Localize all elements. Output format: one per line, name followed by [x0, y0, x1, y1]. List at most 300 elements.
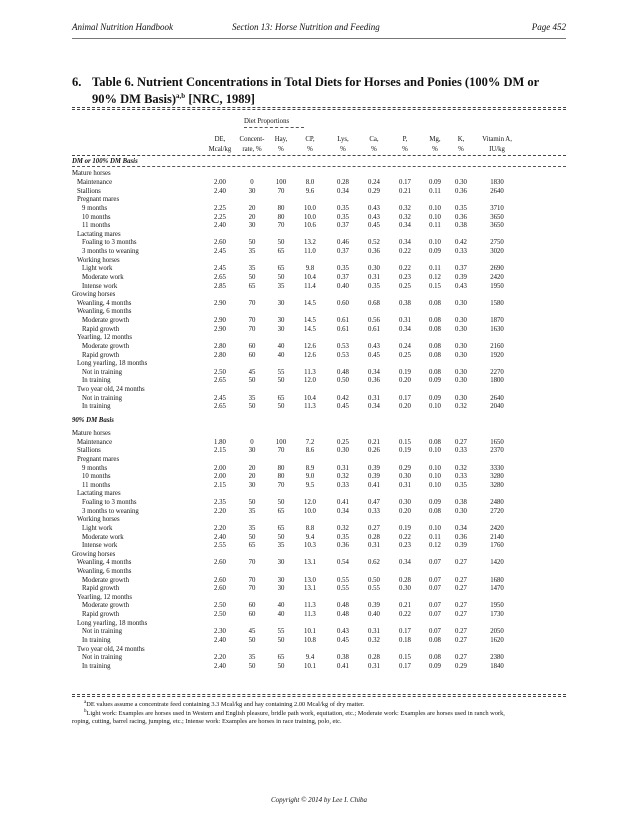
row-value: 0.31 — [368, 662, 380, 670]
row-value: 2380 — [490, 654, 504, 662]
row-value: 65 — [277, 248, 285, 256]
row-value: 0.45 — [368, 351, 380, 359]
row-value: 0.08 — [429, 299, 441, 307]
title-text-block — [92, 74, 562, 108]
row-value: 0.30 — [455, 299, 467, 307]
row-value: 30 — [277, 559, 285, 567]
row-value: 10.1 — [304, 662, 316, 670]
row-value: 0.10 — [429, 213, 441, 221]
row-value: 0 — [250, 438, 254, 446]
row-value: 2.50 — [214, 368, 226, 376]
row-value: 0.10 — [429, 464, 441, 472]
row-value: 0.35 — [455, 204, 467, 212]
row-value: 0.54 — [337, 559, 349, 567]
row-value: 3280 — [490, 481, 504, 489]
row-label: Foaling to 3 months — [82, 499, 137, 507]
row-value: 0.31 — [368, 542, 380, 550]
row-value: 7.2 — [305, 438, 315, 446]
top-rule — [72, 107, 566, 108]
row-value: 0.33 — [337, 481, 349, 489]
row-value: 2.00 — [214, 179, 226, 187]
row-value: 0.29 — [399, 464, 411, 472]
row-value: 30 — [277, 585, 285, 593]
row-value: 0.10 — [429, 473, 441, 481]
title-text: Table 6. Nutrient Concentrations in Total Diets for Horses and Ponies (100% DM or 90% DM Basis) — [92, 75, 539, 106]
row-value: 0.39 — [455, 273, 467, 281]
row-label: 11 months — [82, 481, 111, 489]
row-value: 0.20 — [399, 377, 411, 385]
row-value: 9.0 — [305, 473, 315, 481]
row-value: 100 — [275, 179, 287, 187]
row-value: 60 — [248, 351, 256, 359]
row-value: 2.50 — [214, 602, 226, 610]
row-value: 0.21 — [399, 602, 411, 610]
row-value: 12.6 — [304, 351, 316, 359]
row-value: 0.43 — [368, 342, 380, 350]
row-value: 1.80 — [214, 438, 226, 446]
footnote-a — [72, 701, 566, 710]
title-number: 6. — [72, 75, 82, 89]
row-value: 9.4 — [305, 654, 315, 662]
row-label: Weanling, 4 months — [77, 299, 132, 307]
row-value: 0.31 — [399, 481, 411, 489]
column-header-0-line1: DE, — [214, 136, 226, 143]
row-value: 2050 — [490, 628, 504, 636]
row-value: 2.85 — [214, 282, 226, 290]
row-value: 60 — [248, 611, 256, 619]
row-value: 0.46 — [337, 239, 349, 247]
row-value: 0.17 — [399, 394, 411, 402]
row-value: 0.29 — [368, 187, 380, 195]
row-value: 0.36 — [455, 213, 467, 221]
row-value: 40 — [277, 602, 285, 610]
row-value: 0.20 — [399, 403, 411, 411]
row-label: Light work — [82, 265, 113, 273]
row-value: 3280 — [490, 473, 504, 481]
column-header-5-line1: Ca, — [369, 136, 379, 143]
row-value: 2.45 — [214, 248, 226, 256]
row-value: 10.3 — [304, 542, 316, 550]
row-label: In training — [82, 662, 111, 670]
row-value: 35 — [248, 248, 256, 256]
row-value: 2.40 — [214, 662, 226, 670]
row-label: Lactating mares — [77, 490, 121, 498]
row-value: 10.0 — [304, 507, 316, 515]
row-value: 2.40 — [214, 636, 226, 644]
row-value: 0.31 — [368, 628, 380, 636]
row-value: 12.6 — [304, 342, 316, 350]
footnote-a-mark: a — [84, 699, 87, 705]
header-book-title: Animal Nutrition Handbook — [72, 22, 173, 32]
row-value: 2.65 — [214, 377, 226, 385]
row-value: 2.60 — [214, 559, 226, 567]
row-value: 1830 — [490, 179, 504, 187]
row-value: 0.47 — [368, 499, 380, 507]
row-value: 0.30 — [399, 499, 411, 507]
row-label: Intense work — [82, 282, 118, 290]
row-value: 2.40 — [214, 187, 226, 195]
row-value: 2720 — [490, 507, 504, 515]
row-value: 1950 — [490, 602, 504, 610]
row-value: 2.90 — [214, 317, 226, 325]
row-value: 10.0 — [304, 204, 316, 212]
row-value: 35 — [277, 282, 285, 290]
row-value: 14.5 — [304, 317, 316, 325]
row-value: 2370 — [490, 447, 504, 455]
row-value: 0.07 — [429, 628, 441, 636]
row-value: 2.35 — [214, 499, 226, 507]
row-value: 0.22 — [399, 265, 411, 273]
row-value: 0.08 — [429, 654, 441, 662]
row-value: 30 — [248, 447, 256, 455]
row-value: 9.8 — [305, 265, 315, 273]
row-value: 2.80 — [214, 342, 226, 350]
row-value: 0.30 — [455, 342, 467, 350]
row-value: 12.0 — [304, 377, 316, 385]
row-value: 0.36 — [455, 533, 467, 541]
row-label: Growing horses — [72, 291, 116, 299]
footnote-b-line1 — [72, 710, 566, 719]
row-label: Stallions — [77, 447, 101, 455]
row-value: 65 — [248, 542, 256, 550]
header-bottom-rule — [72, 155, 566, 156]
row-value: 1800 — [490, 377, 504, 385]
row-value: 11.3 — [304, 368, 316, 376]
row-value: 70 — [248, 585, 256, 593]
row-value: 0.27 — [455, 585, 467, 593]
row-value: 100 — [275, 438, 287, 446]
row-value: 0.32 — [337, 473, 349, 481]
row-value: 0.30 — [399, 473, 411, 481]
row-value: 0.10 — [429, 204, 441, 212]
row-value: 0.08 — [429, 507, 441, 515]
row-value: 0.40 — [337, 282, 349, 290]
row-label: Not in training — [82, 394, 123, 402]
row-label: Long yearling, 18 months — [77, 360, 148, 368]
row-value: 50 — [248, 662, 256, 670]
row-value: 0.34 — [368, 403, 380, 411]
row-value: 0.11 — [429, 187, 441, 195]
row-value: 2.60 — [214, 585, 226, 593]
row-label: Working horses — [77, 516, 120, 524]
row-value: 2.15 — [214, 447, 226, 455]
copyright: Copyright © 2014 by Lee I. Chiba — [270, 796, 368, 804]
row-label: 11 months — [82, 222, 111, 230]
row-value: 8.8 — [305, 524, 315, 532]
row-value: 0.38 — [337, 654, 349, 662]
row-value: 0.27 — [455, 559, 467, 567]
row-value: 50 — [248, 403, 256, 411]
row-value: 0.61 — [337, 317, 349, 325]
row-label: Rapid growth — [82, 585, 120, 593]
row-value: 30 — [277, 317, 285, 325]
row-value: 0.41 — [337, 499, 349, 507]
row-value: 30 — [248, 187, 256, 195]
row-value: 0.45 — [368, 222, 380, 230]
row-value: 0.36 — [337, 542, 349, 550]
row-value: 70 — [248, 325, 256, 333]
row-label: Stallions — [77, 187, 101, 195]
row-value: 0.33 — [455, 248, 467, 256]
row-value: 0.48 — [337, 602, 349, 610]
row-value: 0.19 — [399, 524, 411, 532]
row-value: 0.61 — [337, 325, 349, 333]
row-value: 0.10 — [429, 447, 441, 455]
row-value: 0.15 — [399, 654, 411, 662]
row-value: 40 — [277, 351, 285, 359]
row-value: 2690 — [490, 265, 504, 273]
row-value: 0.48 — [337, 368, 349, 376]
row-value: 80 — [277, 213, 285, 221]
row-value: 1650 — [490, 438, 504, 446]
row-value: 0.37 — [337, 248, 349, 256]
row-value: 0.35 — [455, 481, 467, 489]
row-value: 0.09 — [429, 248, 441, 256]
row-value: 35 — [248, 265, 256, 273]
row-label: 9 months — [82, 464, 108, 472]
row-value: 70 — [248, 317, 256, 325]
row-value: 70 — [277, 222, 285, 230]
row-value: 20 — [248, 204, 256, 212]
row-label: 10 months — [82, 213, 111, 221]
row-label: Maintenance — [77, 438, 113, 446]
column-header-1-line2: rate, % — [242, 146, 262, 153]
row-value: 2.60 — [214, 576, 226, 584]
row-value: 50 — [277, 403, 285, 411]
row-label: Not in training — [82, 628, 123, 636]
row-value: 0.20 — [399, 507, 411, 515]
row-value: 3650 — [490, 222, 504, 230]
footnote-b-mark: b — [84, 708, 87, 714]
row-value: 0.34 — [399, 325, 411, 333]
row-label: Pregnant mares — [77, 196, 120, 204]
column-header-4-line1: Lys, — [337, 136, 349, 143]
row-value: 1920 — [490, 351, 504, 359]
row-value: 35 — [277, 542, 285, 550]
row-value: 0.30 — [399, 585, 411, 593]
row-value: 0.38 — [455, 222, 467, 230]
row-value: 2.45 — [214, 265, 226, 273]
row-value: 0.60 — [337, 299, 349, 307]
row-value: 2640 — [490, 187, 504, 195]
row-value: 2.20 — [214, 654, 226, 662]
column-header-2-line1: Hay, — [274, 136, 288, 143]
footnote-b-text-1: Light work: Examples are horses used in Western and English pleasure, bridle path work, equitation, etc.; Moderate work: Examples are horses used in ranch work, — [86, 709, 505, 717]
row-value: 50 — [277, 662, 285, 670]
footnote-a-text: DE values assume a concentrate feed containing 3.3 Mcal/kg and hay containing 2.00 Mcal/kg of dry matter. — [86, 701, 365, 708]
row-value: 0.28 — [368, 533, 380, 541]
row-value: 0.30 — [455, 351, 467, 359]
bottom-rule-2 — [72, 696, 566, 697]
row-value: 80 — [277, 464, 285, 472]
row-value: 0.09 — [429, 377, 441, 385]
row-value: 0.34 — [368, 368, 380, 376]
row-value: 50 — [277, 533, 285, 541]
row-value: 0.38 — [399, 299, 411, 307]
header-section: Section 13: Horse Nutrition and Feeding — [232, 22, 380, 32]
row-value: 0.40 — [368, 611, 380, 619]
row-value: 0.32 — [399, 213, 411, 221]
row-label: 3 months to weaning — [82, 507, 139, 515]
row-value: 0.18 — [399, 636, 411, 644]
row-value: 0.10 — [429, 524, 441, 532]
row-value: 0.08 — [429, 342, 441, 350]
row-value: 20 — [248, 213, 256, 221]
running-header — [72, 22, 566, 34]
row-value: 0.30 — [368, 265, 380, 273]
row-value: 50 — [248, 636, 256, 644]
row-value: 0.36 — [455, 187, 467, 195]
row-label: In training — [82, 636, 111, 644]
row-value: 0.68 — [368, 299, 380, 307]
row-value: 2.25 — [214, 204, 226, 212]
row-label: Working horses — [77, 256, 120, 264]
row-value: 0.27 — [455, 628, 467, 636]
row-value: 1950 — [490, 282, 504, 290]
row-value: 10.8 — [304, 636, 316, 644]
section-title-rule — [72, 166, 566, 167]
row-value: 0.26 — [368, 447, 380, 455]
row-value: 0.32 — [337, 524, 349, 532]
row-value: 1620 — [490, 636, 504, 644]
row-value: 0.30 — [455, 377, 467, 385]
row-value: 30 — [277, 325, 285, 333]
row-value: 55 — [277, 628, 285, 636]
row-value: 0.32 — [455, 464, 467, 472]
row-value: 0.27 — [368, 524, 380, 532]
row-value: 12.0 — [304, 499, 316, 507]
row-value: 0.15 — [429, 282, 441, 290]
row-value: 0.27 — [455, 611, 467, 619]
row-value: 0.36 — [368, 377, 380, 385]
row-value: 14.5 — [304, 299, 316, 307]
row-label: Rapid growth — [82, 351, 120, 359]
row-value: 2.20 — [214, 524, 226, 532]
row-label: Mature horses — [72, 430, 111, 438]
row-value: 11.0 — [304, 248, 316, 256]
row-value: 60 — [248, 342, 256, 350]
row-value: 40 — [277, 342, 285, 350]
row-label: Two year old, 24 months — [77, 645, 145, 653]
row-value: 0.37 — [337, 273, 349, 281]
row-value: 0.30 — [455, 317, 467, 325]
row-value: 0.28 — [368, 654, 380, 662]
row-value: 0.36 — [368, 248, 380, 256]
row-value: 70 — [248, 559, 256, 567]
row-value: 50 — [277, 499, 285, 507]
row-value: 2270 — [490, 368, 504, 376]
row-value: 0.12 — [429, 273, 441, 281]
row-value: 65 — [277, 524, 285, 532]
row-value: 2.90 — [214, 299, 226, 307]
row-value: 35 — [248, 654, 256, 662]
row-value: 0.39 — [368, 473, 380, 481]
row-value: 50 — [277, 377, 285, 385]
row-value: 0.34 — [455, 524, 467, 532]
row-value: 50 — [248, 499, 256, 507]
row-value: 0.21 — [399, 187, 411, 195]
row-value: 0.19 — [399, 447, 411, 455]
row-value: 0.27 — [455, 602, 467, 610]
column-header-0-line2: Mcal/kg — [208, 146, 232, 153]
section-title: 90% DM Basis — [72, 416, 114, 424]
row-value: 45 — [248, 368, 256, 376]
row-label: Growing horses — [72, 550, 116, 558]
row-value: 13.1 — [304, 559, 316, 567]
row-label: Not in training — [82, 654, 123, 662]
row-value: 0.61 — [368, 325, 380, 333]
row-value: 0.15 — [399, 438, 411, 446]
row-value: 0.25 — [399, 282, 411, 290]
row-value: 3650 — [490, 213, 504, 221]
row-value: 0.17 — [399, 628, 411, 636]
row-value: 0.35 — [368, 282, 380, 290]
column-header-3-line1: CP, — [305, 136, 315, 143]
row-value: 0 — [250, 179, 254, 187]
row-value: 2040 — [490, 403, 504, 411]
row-value: 0.62 — [368, 559, 380, 567]
row-value: 3020 — [490, 248, 504, 256]
row-value: 2.65 — [214, 403, 226, 411]
row-value: 0.07 — [429, 576, 441, 584]
row-value: 2.65 — [214, 273, 226, 281]
row-value: 14.5 — [304, 325, 316, 333]
row-value: 80 — [277, 473, 285, 481]
row-value: 0.17 — [399, 179, 411, 187]
row-value: 0.27 — [455, 438, 467, 446]
row-value: 0.34 — [399, 559, 411, 567]
row-value: 13.0 — [304, 576, 316, 584]
row-value: 0.31 — [368, 273, 380, 281]
row-value: 2140 — [490, 533, 504, 541]
row-value: 0.09 — [429, 394, 441, 402]
row-value: 11.4 — [304, 282, 316, 290]
row-value: 35 — [248, 394, 256, 402]
row-label: Mature horses — [72, 170, 111, 178]
row-value: 8.0 — [305, 179, 315, 187]
column-header-8-line2: % — [458, 146, 464, 153]
row-label: Intense work — [82, 542, 118, 550]
row-value: 0.24 — [368, 179, 380, 187]
row-label: Weanling, 6 months — [77, 308, 132, 316]
row-value: 65 — [277, 394, 285, 402]
row-value: 0.56 — [368, 317, 380, 325]
row-value: 0.35 — [337, 204, 349, 212]
row-value: 70 — [248, 576, 256, 584]
row-value: 0.42 — [337, 394, 349, 402]
row-value: 0.24 — [399, 342, 411, 350]
row-value: 0.55 — [337, 576, 349, 584]
row-label: Weanling, 6 months — [77, 568, 132, 576]
row-value: 10.4 — [304, 394, 316, 402]
row-value: 2.30 — [214, 628, 226, 636]
row-value: 11.3 — [304, 403, 316, 411]
row-value: 2.40 — [214, 533, 226, 541]
row-value: 2640 — [490, 394, 504, 402]
row-label: Yearling, 12 months — [77, 334, 133, 342]
column-header-5-line2: % — [371, 146, 377, 153]
row-value: 0.29 — [455, 662, 467, 670]
row-value: 1580 — [490, 299, 504, 307]
row-value: 0.48 — [337, 611, 349, 619]
row-value: 65 — [277, 265, 285, 273]
group-header-diet-proportions: Diet Proportions — [244, 118, 290, 125]
row-label: 9 months — [82, 204, 108, 212]
row-value: 55 — [277, 368, 285, 376]
row-value: 0.23 — [399, 273, 411, 281]
group-header-rule — [244, 127, 304, 128]
row-value: 65 — [277, 507, 285, 515]
